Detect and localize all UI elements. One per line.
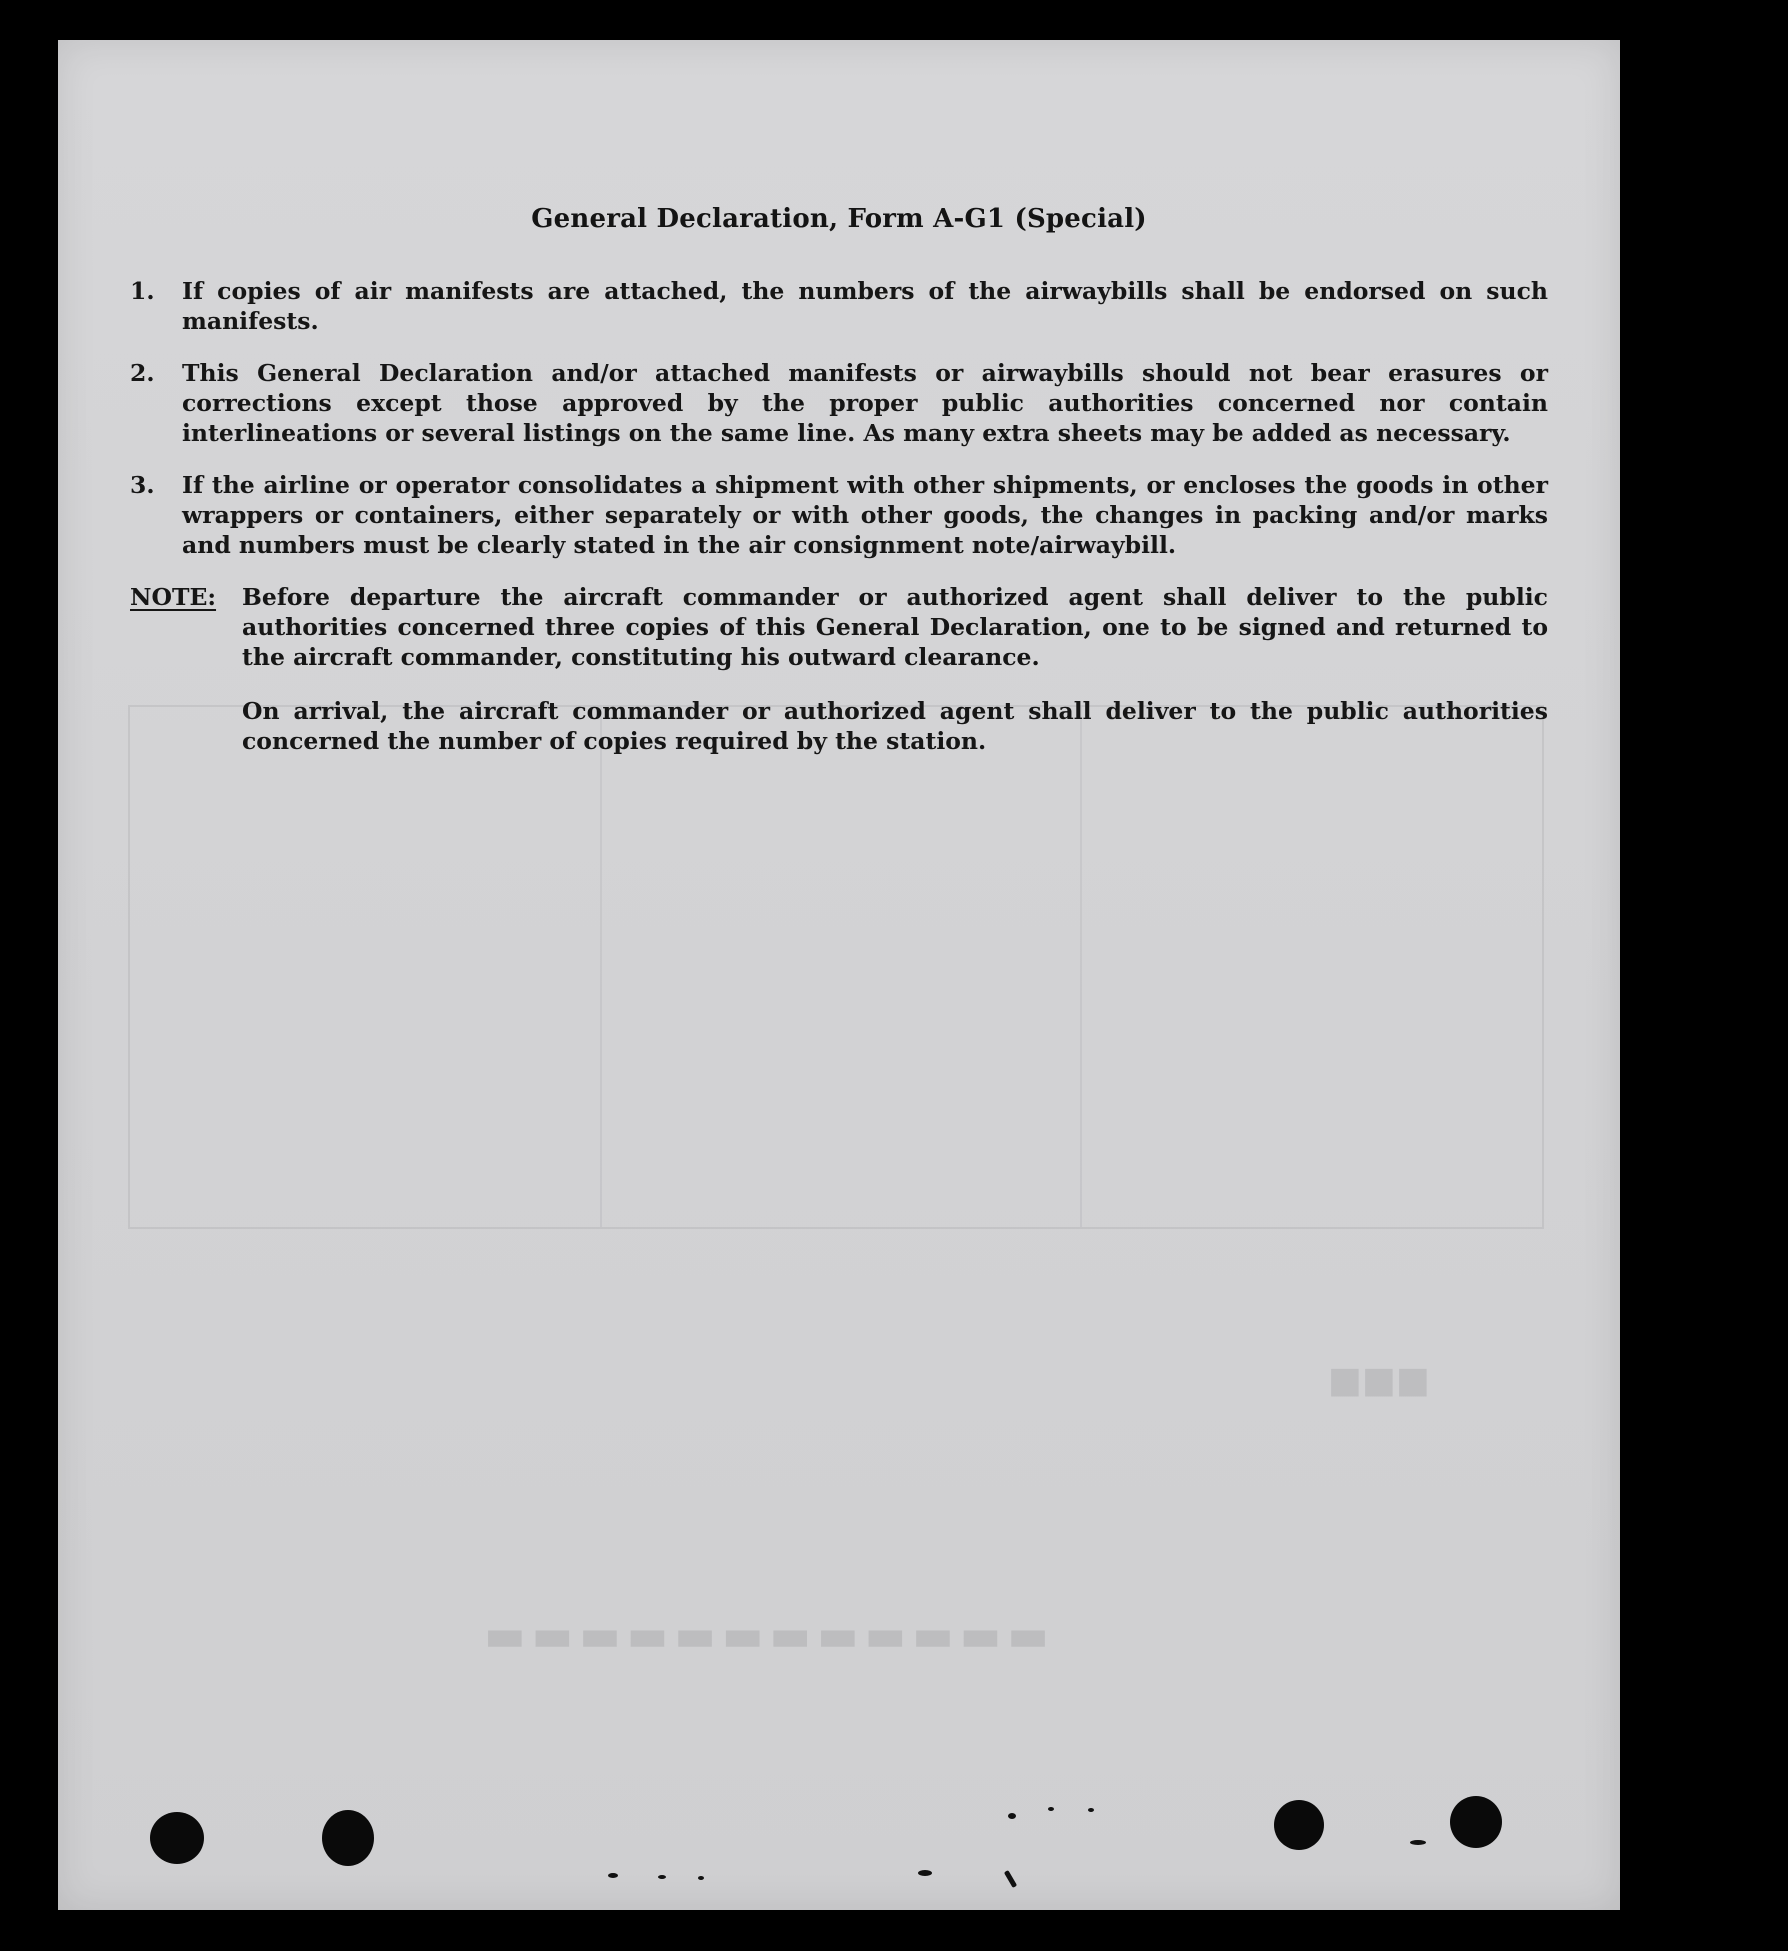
document-page — [58, 40, 1620, 1910]
show-through-column-line — [1080, 707, 1082, 1227]
speck — [1004, 1870, 1017, 1888]
note-section — [130, 582, 1548, 780]
punch-hole — [322, 1810, 374, 1866]
instructions — [130, 276, 1548, 780]
show-through-table — [128, 705, 1544, 1229]
instruction-item — [130, 470, 1548, 560]
punch-hole — [1450, 1796, 1502, 1848]
item-text: If copies of air manifests are attached, the numbers of the airwaybills shall be endorsed on such manifests. — [182, 277, 1548, 335]
item-number: 3. — [130, 471, 155, 499]
item-text: If the airline or operator consolidates a shipment with other shipments, or encloses the goods in other wrappers or containers, either separately or with other goods, the changes in packing and/or marks and numbers must be clearly stated in the air consignment note/airwaybill. — [182, 471, 1548, 559]
item-number: 2. — [130, 359, 155, 387]
note-paragraph: Before departure the aircraft commander or authorized agent shall deliver to the public authorities concerned three copies of this General Declaration, one to be signed and returned to the aircraft commander, constituting his outward clearance. — [242, 583, 1548, 671]
speck — [658, 1875, 666, 1879]
show-through-heading: ▬▬▬▬▬▬▬▬▬▬▬▬ — [478, 1610, 1049, 1661]
speck — [1048, 1807, 1054, 1811]
show-through-column-line — [600, 707, 602, 1227]
speck — [1008, 1813, 1016, 1819]
item-text: This General Declaration and/or attached manifests or airwaybills should not bear erasures or corrections except those approved by the proper public authorities concerned nor contain interlineations or several listings on the same line. As many extra sheets may be added as necessary. — [182, 359, 1548, 447]
show-through-mark: ■■■ — [1328, 1360, 1431, 1401]
note-label: NOTE: — [130, 583, 217, 611]
page-title: General Declaration, Form A-G1 (Special) — [531, 204, 1147, 234]
punch-hole — [1274, 1800, 1324, 1850]
instruction-item — [130, 276, 1548, 336]
speck — [1088, 1808, 1094, 1812]
note-paragraph: On arrival, the aircraft commander or authorized agent shall deliver to the public authorities concerned the number of copies required by the station. — [242, 697, 1548, 755]
speck — [698, 1876, 704, 1880]
speck — [608, 1873, 618, 1878]
instruction-item — [130, 358, 1548, 448]
speck — [918, 1870, 932, 1876]
speck — [1410, 1840, 1426, 1845]
item-number: 1. — [130, 277, 155, 305]
punch-hole — [150, 1812, 204, 1864]
note-body — [242, 582, 1548, 780]
